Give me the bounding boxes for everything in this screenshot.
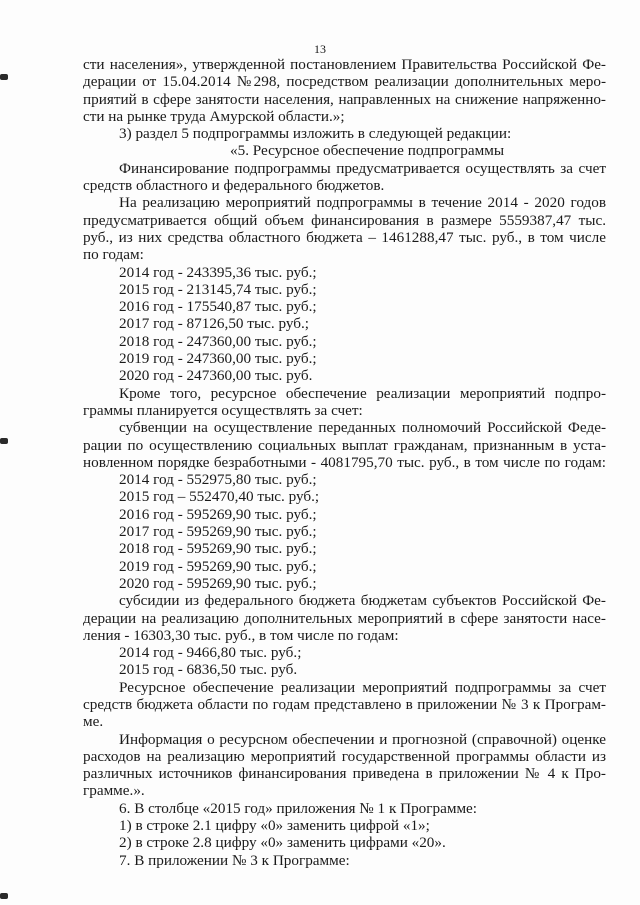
year-amount-item: 2020 год - 595269,90 тыс. руб.;: [119, 574, 317, 592]
text-line: новленном порядке безработными - 4081795,70 тыс. руб., в том числе по годам:: [83, 453, 606, 471]
text-line: Информация о ресурсном обеспечении и прогнозной (справочной) оценке: [119, 730, 606, 748]
text-line: субсидии из федерального бюджета бюджетам субъектов Российской Фе-: [119, 592, 606, 610]
year-amount-item: 2014 год - 9466,80 тыс. руб.;: [119, 644, 302, 662]
document-body: [83, 56, 606, 869]
text-line: На реализацию мероприятий подпрограммы в течение 2014 - 2020 годов: [119, 194, 606, 212]
year-amount-item: 2015 год - 213145,74 тыс. руб.;: [119, 280, 317, 298]
year-amount-item: 2014 год - 552975,80 тыс. руб.;: [119, 471, 317, 489]
text-line: Ресурсное обеспечение реализации мероприятий подпрограммы за счет: [119, 678, 606, 696]
text-line: Финансирование подпрограммы предусматривается осуществлять за счет: [119, 159, 606, 177]
text-line: средств бюджета области по годам представлено в приложении № 3 к Програм-: [83, 695, 606, 713]
year-amount-item: 2015 год - 6836,50 тыс. руб.: [119, 661, 298, 679]
year-amount-item: 2016 год - 595269,90 тыс. руб.;: [119, 505, 317, 523]
text-line: предусматривается общий объем финансирования в размере 5559387,47 тыс.: [83, 211, 606, 229]
year-amount-item: 2020 год - 247360,00 тыс. руб.: [119, 367, 313, 385]
page-number: 13: [314, 42, 326, 56]
text-line: сти на рынке труда Амурской области.»;: [83, 107, 345, 125]
scan-edge-mark: [0, 438, 8, 444]
text-line: сти населения», утвержденной постановлением Правительства Российской Фе-: [83, 56, 606, 73]
section-heading: «5. Ресурсное обеспечение подпрограммы: [230, 142, 505, 160]
text-line: 7. В приложении № 3 к Программе:: [119, 851, 350, 869]
text-line: грамме.».: [83, 782, 145, 800]
year-amount-item: 2017 год - 87126,50 тыс. руб.;: [119, 315, 310, 333]
scan-edge-mark: [0, 74, 8, 80]
year-amount-item: 2015 год – 552470,40 тыс. руб.;: [119, 488, 320, 506]
scan-edge-mark: [0, 893, 8, 899]
year-amount-item: 2017 год - 595269,90 тыс. руб.;: [119, 523, 317, 541]
text-line: субвенции на осуществление переданных полномочий Российской Феде-: [119, 419, 606, 437]
text-line: дерации от 15.04.2014 №298, посредством реализации дополнительных меро-: [83, 73, 606, 91]
year-amount-item: 2019 год - 595269,90 тыс. руб.;: [119, 557, 317, 575]
year-amount-item: 2014 год - 243395,36 тыс. руб.;: [119, 263, 317, 281]
text-line: 6. В столбце «2015 год» приложения № 1 к Программе:: [119, 799, 478, 817]
text-line: 1) в строке 2.1 цифру «0» заменить цифрой «1»;: [119, 817, 430, 835]
text-line: ме.: [83, 713, 104, 731]
text-line: 2) в строке 2.8 цифру «0» заменить цифрами «20».: [119, 834, 446, 852]
text-line: средств областного и федерального бюджетов.: [83, 177, 385, 195]
text-line: приятий в сфере занятости населения, направленных на снижение напряженно-: [83, 90, 606, 108]
text-line: рации по осуществлению социальных выплат гражданам, признанным в уста-: [83, 436, 606, 454]
text-line: ления - 16303,30 тыс. руб., в том числе по годам:: [83, 626, 399, 644]
year-amount-item: 2016 год - 175540,87 тыс. руб.;: [119, 298, 317, 316]
year-amount-item: 2018 год - 595269,90 тыс. руб.;: [119, 540, 317, 558]
text-line: по годам:: [83, 246, 144, 264]
text-line: руб., из них средства областного бюджета – 1461288,47 тыс. руб., в том числе: [83, 228, 606, 246]
text-line: расходов на реализацию мероприятий государственной программы области из: [83, 747, 606, 765]
text-line: различных источников финансирования приведена в приложении № 4 к Про-: [83, 765, 606, 783]
text-line: Кроме того, ресурсное обеспечение реализации мероприятий подпро-: [119, 384, 606, 402]
year-amount-item: 2018 год - 247360,00 тыс. руб.;: [119, 332, 317, 350]
text-line: дерации на реализацию дополнительных мероприятий в сфере занятости насе-: [83, 609, 606, 627]
text-line: 3) раздел 5 подпрограммы изложить в следующей редакции:: [119, 125, 512, 143]
year-amount-item: 2019 год - 247360,00 тыс. руб.;: [119, 350, 317, 368]
text-line: граммы планируется осуществлять за счет:: [83, 401, 363, 419]
